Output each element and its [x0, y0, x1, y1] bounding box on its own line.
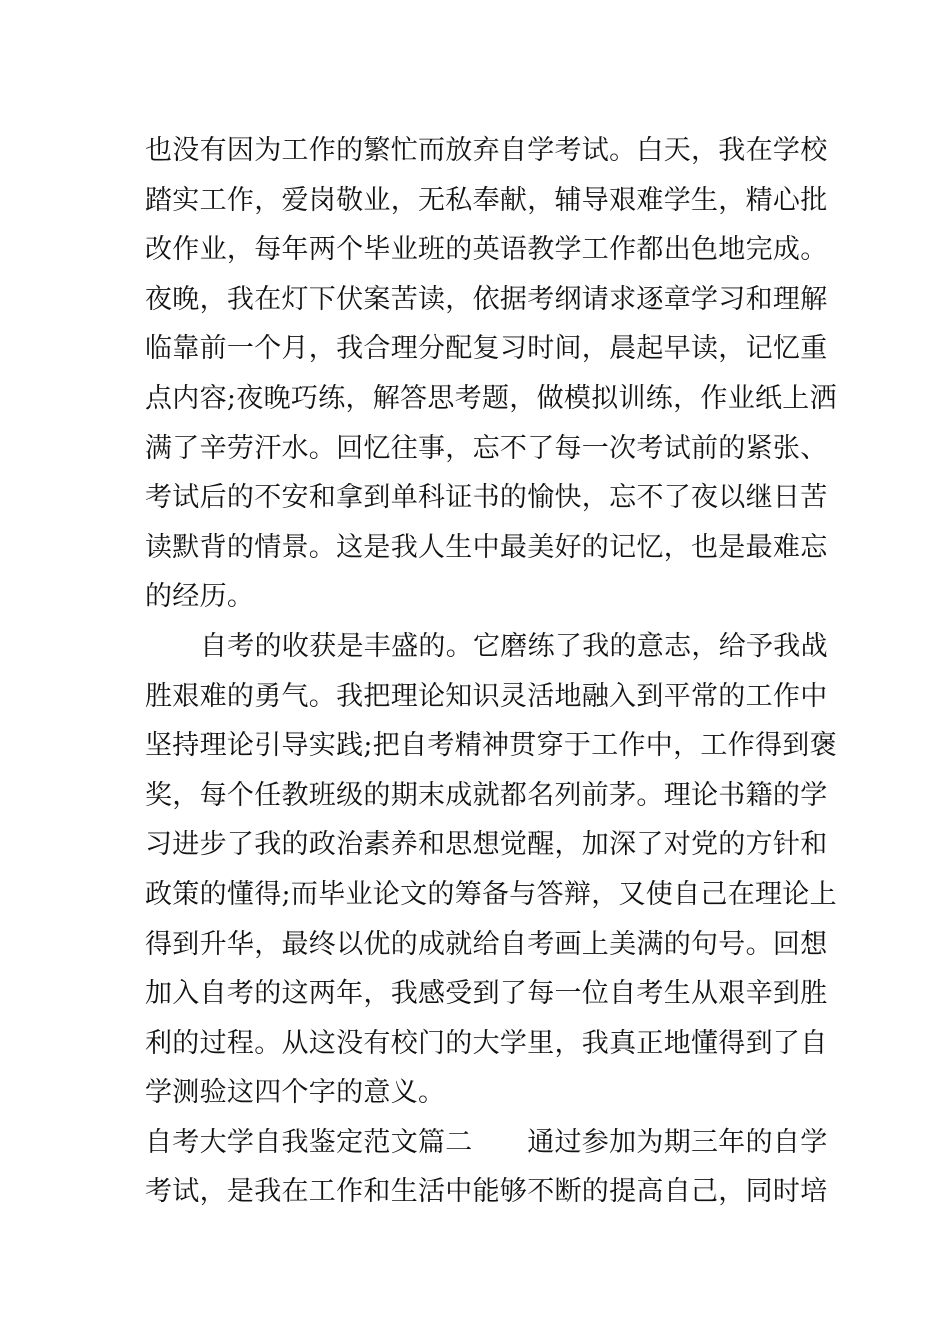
text-line: 得到升华，最终以优的成就给自考画上美满的句号。回想: [145, 928, 828, 960]
text-line: 学测验这四个字的意义。: [145, 1077, 446, 1109]
text-line: 夜晚，我在灯下伏案苦读，依据考纲请求逐章学习和理解: [145, 283, 828, 315]
text-line: 也没有因为工作的繁忙而放弃自学考试。白天，我在学校: [145, 135, 828, 166]
text-line: 坚持理论引导实践;把自考精神贯穿于工作中，工作得到褒: [145, 730, 837, 762]
text-line: 加入自考的这两年，我感受到了每一位自考生从艰辛到胜: [145, 978, 828, 1010]
text-line: 踏实工作，爱岗敬业，无私奉献，辅导艰难学生，精心批: [145, 184, 828, 216]
text-line: 考试，是我在工作和生活中能够不断的提高自己，同时培: [145, 1176, 828, 1208]
paragraph-start-line: 自考的收获是丰盛的。它磨练了我的意志，给予我战: [200, 630, 828, 662]
text-line: 政策的懂得;而毕业论文的筹备与答辩，又使自己在理论上: [145, 878, 837, 910]
text-line: 利的过程。从这没有校门的大学里，我真正地懂得到了自: [145, 1027, 828, 1059]
text-line: 胜艰难的勇气。我把理论知识灵活地融入到平常的工作中: [145, 680, 828, 712]
text-line: 奖，每个任教班级的期末成就都名列前茅。理论书籍的学: [145, 779, 828, 811]
text-line: 满了辛劳汗水。回忆往事，忘不了每一次考试前的紧张、: [145, 432, 828, 464]
text-line: 改作业，每年两个毕业班的英语教学工作都出色地完成。: [145, 234, 828, 266]
section-title-line: 自考大学自我鉴定范文篇二 通过参加为期三年的自学: [145, 1126, 828, 1158]
document-body: [145, 126, 837, 1217]
text-line: 的经历。: [145, 581, 255, 613]
text-line: 点内容;夜晚巧练，解答思考题，做模拟训练，作业纸上洒: [145, 382, 837, 414]
text-line: 读默背的情景。这是我人生中最美好的记忆，也是最难忘: [145, 531, 828, 563]
text-line: 习进步了我的政治素养和思想觉醒，加深了对党的方针和: [145, 829, 828, 861]
text-line: 临靠前一个月，我合理分配复习时间，晨起早读，记忆重: [145, 333, 828, 365]
text-line: 考试后的不安和拿到单科证书的愉快，忘不了夜以继日苦: [145, 482, 828, 514]
